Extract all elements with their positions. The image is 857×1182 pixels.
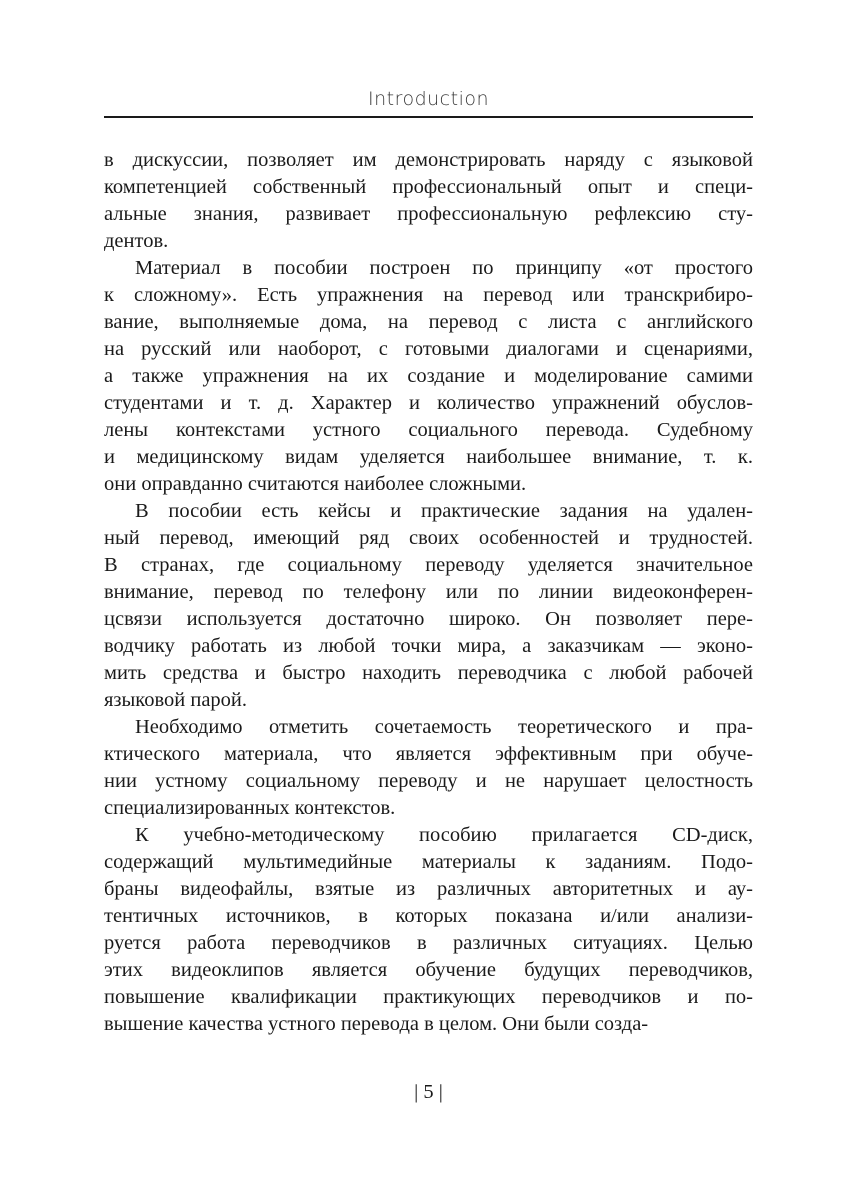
text-line: и медицинскому видам уделяется наибольшее внимание, т. к. (104, 446, 753, 468)
text-line: лены контекстами устного социального перевода. Судебному (104, 419, 753, 441)
text-line: В странах, где социальному переводу уделяется значительное (104, 554, 753, 576)
text-line: Необходимо отметить сочетаемость теоретического и пра- (135, 716, 753, 738)
text-line: компетенцией собственный профессиональный опыт и специ- (104, 176, 753, 198)
text-line: цсвязи используется достаточно широко. Он позволяет пере- (104, 608, 753, 630)
text-line: к сложному». Есть упражнения на перевод или транскрибиро- (104, 284, 753, 306)
text-line: руется работа переводчиков в различных ситуациях. Целью (104, 932, 753, 954)
text-line: они оправданно считаются наиболее сложными. (104, 473, 527, 495)
text-line: альные знания, развивает профессиональную рефлексию сту- (104, 203, 753, 225)
text-line: браны видеофайлы, взятые из различных авторитетных и ау- (104, 878, 753, 900)
text-line: внимание, перевод по телефону или по линии видеоконферен- (104, 581, 753, 603)
text-line: водчику работать из любой точки мира, а заказчикам — эконо- (104, 635, 753, 657)
text-line: В пособии есть кейсы и практические задания на удален- (135, 500, 753, 522)
text-line: в дискуссии, позволяет им демонстрировать наряду с языковой (104, 149, 753, 171)
page-number: | 5 | (414, 1081, 443, 1103)
paragraph (104, 147, 753, 255)
text-line: мить средства и быстро находить переводчика с любой рабочей (104, 662, 753, 684)
text-line: языковой парой. (104, 689, 248, 711)
text-line: тентичных источников, в которых показана и/или анализи- (104, 905, 753, 927)
text-line: нии устному социальному переводу и не нарушает целостность (104, 770, 753, 792)
text-line: специализированных контекстов. (104, 797, 396, 819)
paragraph (104, 498, 753, 714)
text-line: ктического материала, что является эффективным при обуче- (104, 743, 753, 765)
text-line: К учебно-методическому пособию прилагается CD-диск, (135, 824, 753, 846)
text-line: содержащий мультимедийные материалы к заданиям. Подо- (104, 851, 753, 873)
text-line: дентов. (104, 230, 169, 252)
text-line: а также упражнения на их создание и моделирование самими (104, 365, 753, 387)
paragraph (104, 822, 753, 1038)
running-header: Introduction (367, 88, 490, 110)
text-line: ный перевод, имеющий ряд своих особенностей и трудностей. (104, 527, 753, 549)
text-line: на русский или наоборот, с готовыми диалогами и сценариями, (104, 338, 753, 360)
text-line: вышение качества устного перевода в целом. Они были созда- (104, 1013, 649, 1035)
text-line: вание, выполняемые дома, на перевод с листа с английского (104, 311, 753, 333)
text-line: студентами и т. д. Характер и количество упражнений обуслов- (104, 392, 753, 414)
header-rule (104, 116, 753, 118)
paragraph (104, 255, 753, 498)
paragraph (104, 714, 753, 822)
text-line: этих видеоклипов является обучение будущих переводчиков, (104, 959, 753, 981)
text-line: Материал в пособии построен по принципу «от простого (135, 257, 753, 279)
text-line: повышение квалификации практикующих переводчиков и по- (104, 986, 753, 1008)
body-text (104, 147, 753, 1038)
